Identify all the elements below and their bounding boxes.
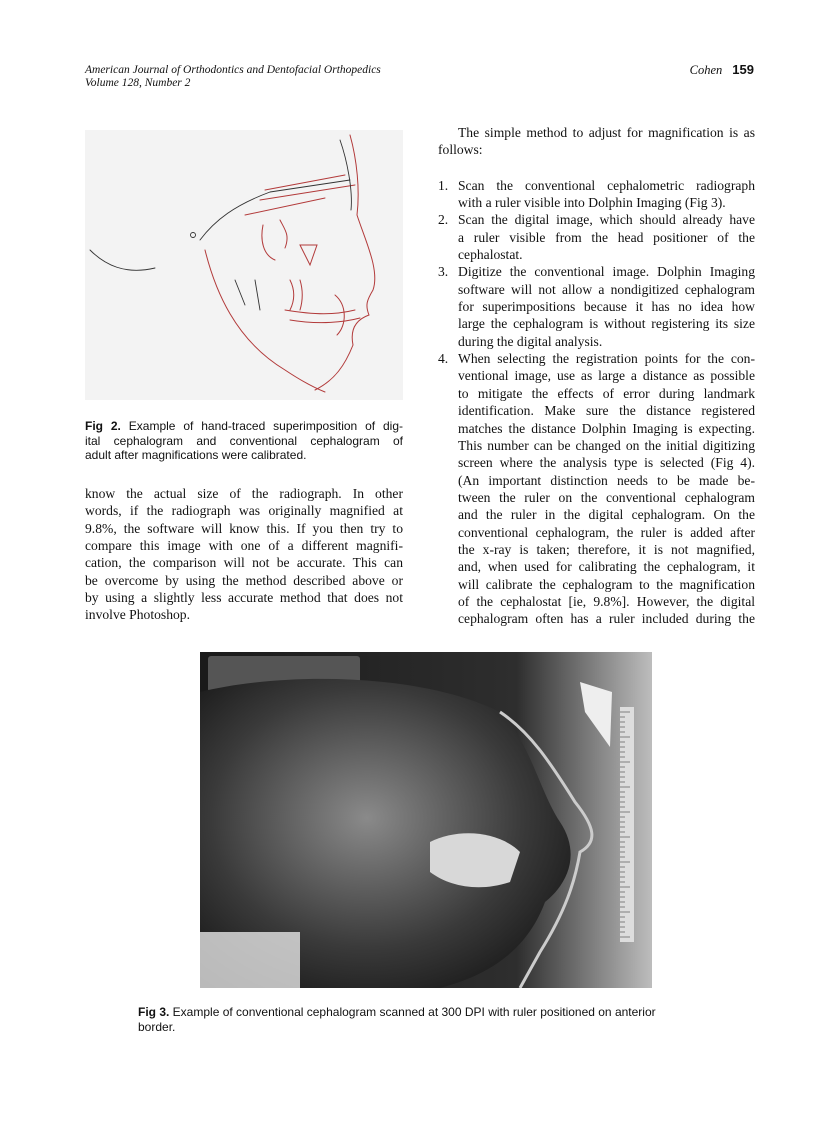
text-line: This number can be changed on the initial digitizing <box>458 437 755 453</box>
text-line: cephalostat. <box>458 247 523 263</box>
caption-line: ital cephalogram and conventional cephalogram of <box>85 433 403 448</box>
text-line: tween the ruler on the conventional cephalogram <box>458 489 755 505</box>
text-line: identification. Make sure the distance registered <box>458 403 755 419</box>
text-line: matches the distance Dolphin Imaging is expecting. <box>458 420 755 436</box>
text-line: When selecting the registration points for the con- <box>458 351 755 367</box>
figure-3-label: Fig 3. <box>138 1005 170 1019</box>
text-line: Digitize the conventional image. Dolphin Imaging <box>458 264 755 280</box>
journal-volume: Volume 128, Number 2 <box>85 77 191 89</box>
caption-line: Example of hand-traced superimposition of dig- <box>120 419 403 433</box>
running-header-right <box>690 63 754 77</box>
journal-title: American Journal of Orthodontics and Dentofacial Orthopedics <box>85 64 381 76</box>
list-number: 2. <box>438 212 449 228</box>
list-number: 4. <box>438 351 449 367</box>
text-line: for superimpositions because it has no idea how <box>458 299 755 315</box>
list-item <box>438 263 755 350</box>
text-line: (An important distinction needs to be made be- <box>458 472 755 488</box>
list-item <box>438 211 755 263</box>
text-line: with a ruler visible into Dolphin Imaging (Fig 3). <box>458 195 726 211</box>
intro-paragraph <box>438 124 755 159</box>
figure-3-caption <box>138 1005 738 1034</box>
text-line: will calibrate the cephalogram to the magnification <box>458 576 755 592</box>
text-line: of the cephalostat [ie, 9.8%]. However, the digital <box>458 593 755 609</box>
text-line: during the digital analysis. <box>458 333 603 349</box>
text-line: words, if the radiograph was originally magnified at <box>85 503 403 519</box>
caption-line: border. <box>138 1019 176 1034</box>
text-line: large the cephalogram is without registering its size <box>458 316 755 332</box>
text-line: cation, the comparison will not be accurate. This can <box>85 555 403 571</box>
text-line: and, when used for calibrating the cephalogram, it <box>458 559 755 575</box>
text-line: 9.8%, the software will know this. If you then try to <box>85 520 403 536</box>
left-column-body <box>85 485 403 624</box>
text-line: be overcome by using the method described above or <box>85 572 403 588</box>
right-column-body <box>438 124 755 628</box>
text-line: to mitigate the effects of error during landmark <box>458 385 755 401</box>
text-line: conventional cephalogram, the ruler is added after <box>458 524 755 540</box>
figure-2-caption <box>85 419 403 463</box>
page-number: 159 <box>732 62 754 77</box>
text-line: software will not allow a nondigitized cephalogram <box>458 281 755 297</box>
list-number: 3. <box>438 264 449 280</box>
text-line: screen where the analysis type is selected (Fig 4). <box>458 455 755 471</box>
text-line: follows: <box>438 142 483 158</box>
figure-2-tracing <box>85 130 403 400</box>
text-line: know the actual size of the radiograph. In other <box>85 486 403 501</box>
caption-line: Example of conventional cephalogram scanned at 300 DPI with ruler positioned on anterior <box>169 1005 656 1019</box>
list-item <box>438 350 755 628</box>
text-line: a ruler visible from the head positioner of the <box>458 229 755 245</box>
text-line: ventional image, use as large a distance as possible <box>458 368 755 384</box>
text-line: compare this image with one of a different magnifi- <box>85 538 403 554</box>
text-line: involve Photoshop. <box>85 607 190 623</box>
text-line: Scan the conventional cephalometric radiograph <box>458 177 755 193</box>
figure-3-cephalogram <box>200 652 652 988</box>
list-item <box>438 177 755 212</box>
text-line: The simple method to adjust for magnification is as <box>458 125 755 140</box>
list-number: 1. <box>438 177 449 193</box>
text-line: cephalogram often has a ruler included during the <box>458 611 755 627</box>
caption-line: adult after magnifications were calibrated. <box>85 448 307 462</box>
text-line: by using a slightly less accurate method that does not <box>85 590 403 606</box>
steps-list <box>438 177 755 628</box>
text-line: and the ruler in the digital cephalogram. On the <box>458 507 755 523</box>
running-header-left <box>85 64 381 90</box>
text-line: Scan the digital image, which should already have <box>458 212 755 228</box>
author-name: Cohen <box>689 63 723 77</box>
figure-2-label: Fig 2. <box>85 419 121 433</box>
text-line: the x-ray is taken; therefore, it is not magnified, <box>458 541 755 557</box>
